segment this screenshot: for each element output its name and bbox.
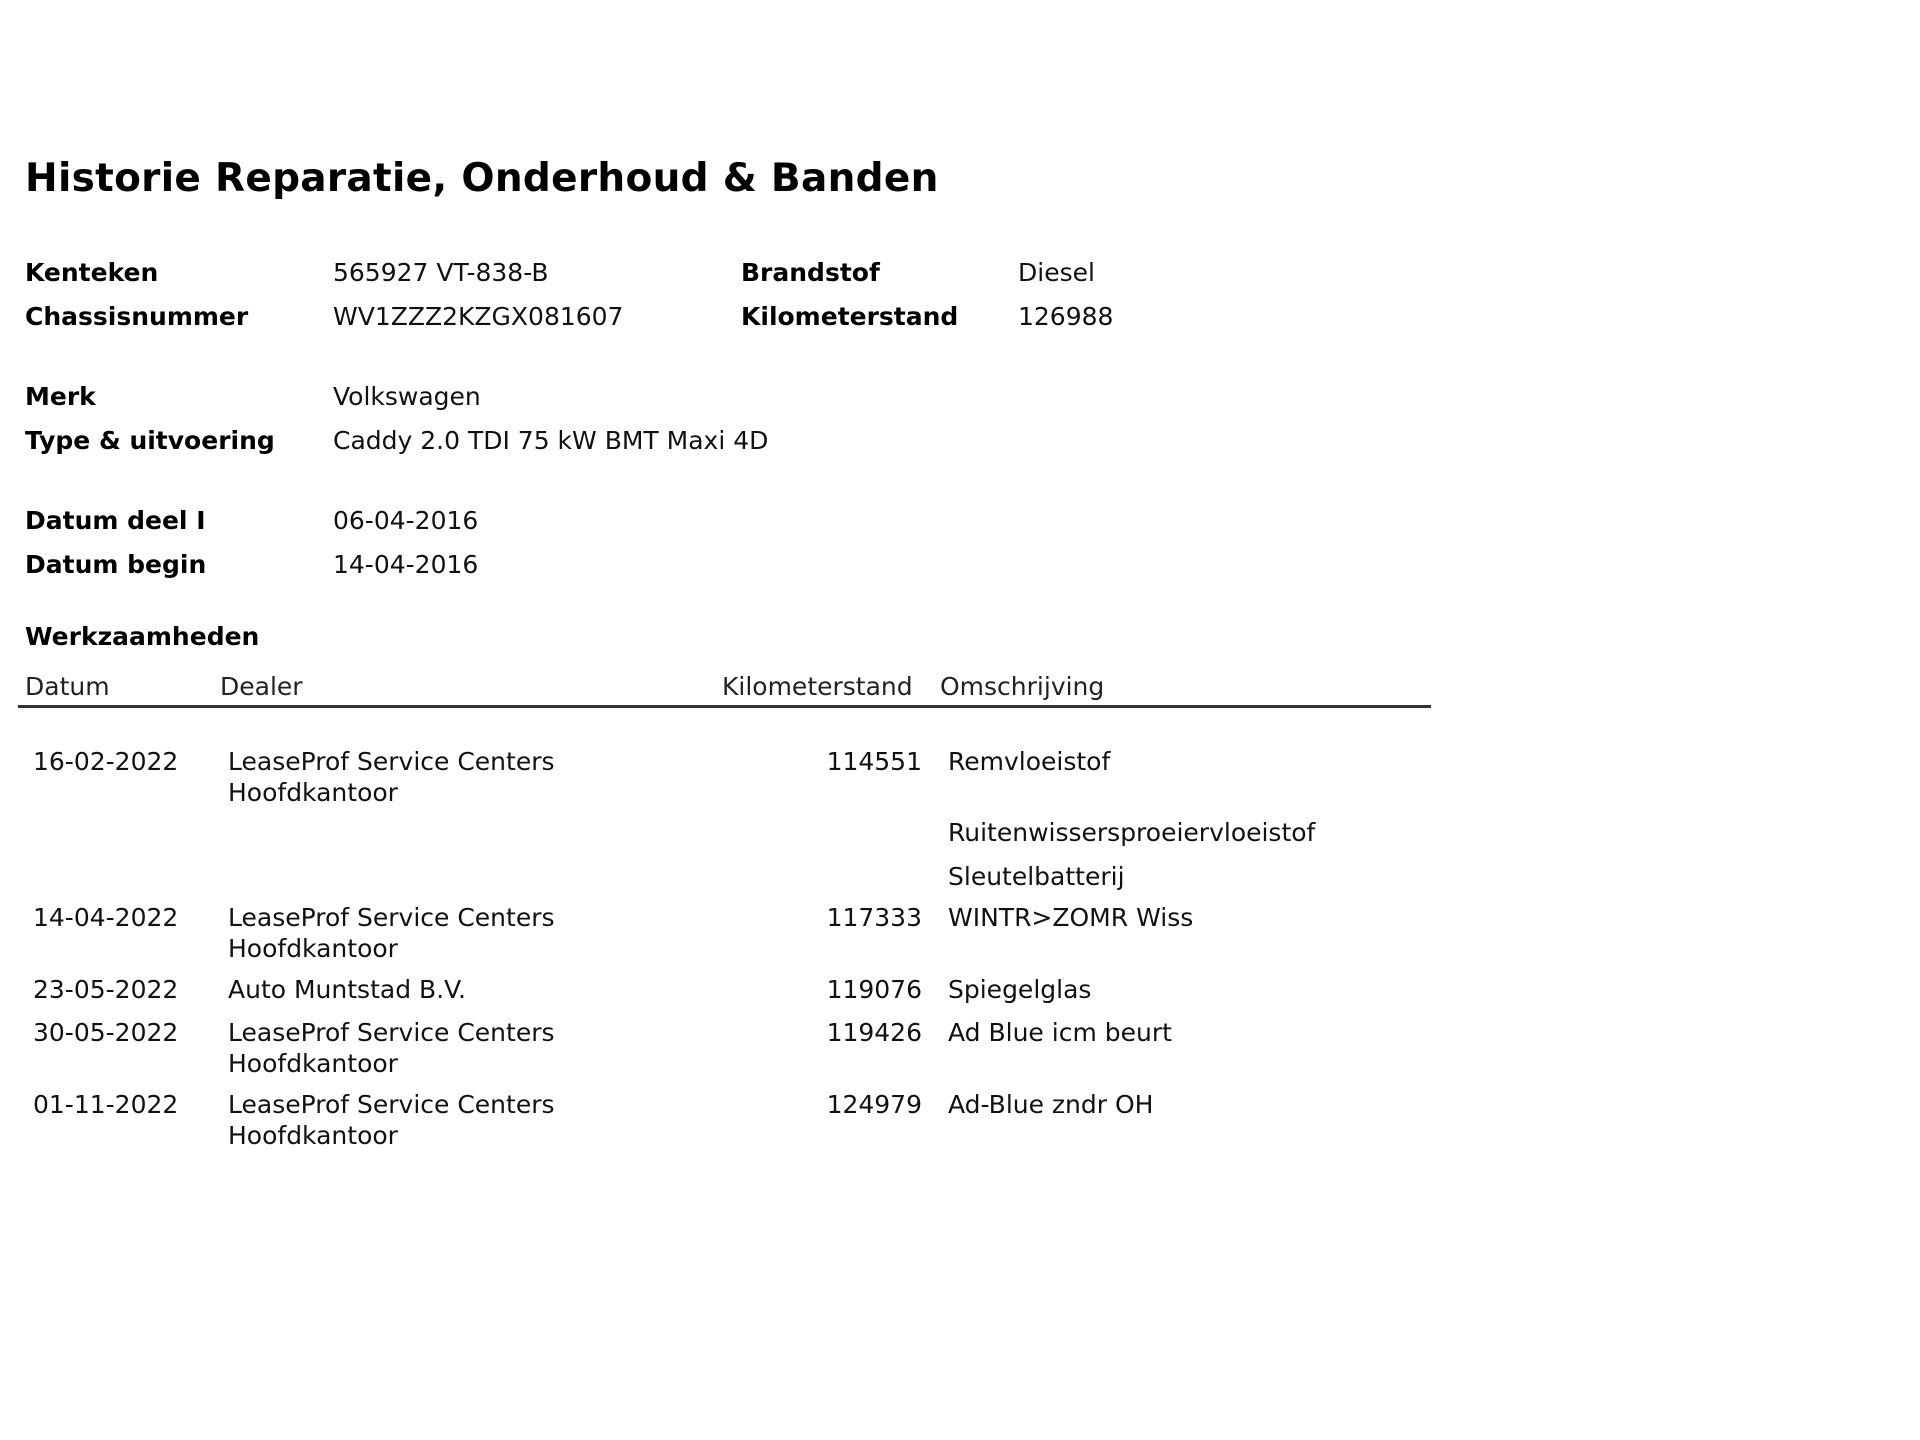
chassis-label: Chassisnummer — [25, 302, 249, 331]
row-dealer: Auto Muntstad B.V. — [228, 975, 466, 1004]
row-dealer: LeaseProf Service Centers — [228, 747, 555, 776]
row-omschrijving-3: Sleutelbatterij — [948, 862, 1125, 891]
row-dealer-line-2: Hoofdkantoor — [228, 934, 398, 963]
row-kilometerstand: 119426 — [826, 1018, 922, 1047]
brandstof-label: Brandstof — [741, 258, 880, 287]
row-datum: 14-04-2022 — [33, 903, 179, 932]
row-kilometerstand: 114551 — [826, 747, 922, 776]
row-dealer: LeaseProf Service Centers — [228, 903, 555, 932]
chassis-value: WV1ZZZ2KZGX081607 — [333, 302, 624, 331]
column-header-datum: Datum — [25, 672, 110, 701]
row-omschrijving: WINTR>ZOMR Wiss — [948, 903, 1194, 932]
type-value: Caddy 2.0 TDI 75 kW BMT Maxi 4D — [333, 426, 769, 455]
row-dealer-line-2: Hoofdkantoor — [228, 1049, 398, 1078]
merk-value: Volkswagen — [333, 382, 481, 411]
row-dealer: LeaseProf Service Centers — [228, 1018, 555, 1047]
row-omschrijving: Remvloeistof — [948, 747, 1111, 776]
datum-deel-label: Datum deel I — [25, 506, 206, 535]
merk-label: Merk — [25, 382, 96, 411]
kilometerstand-value: 126988 — [1018, 302, 1114, 331]
row-kilometerstand: 119076 — [826, 975, 922, 1004]
datum-deel-value: 06-04-2016 — [333, 506, 479, 535]
datum-begin-label: Datum begin — [25, 550, 207, 579]
row-dealer-line-2: Hoofdkantoor — [228, 1121, 398, 1150]
row-datum: 01-11-2022 — [33, 1090, 179, 1119]
werkzaamheden-title: Werkzaamheden — [25, 622, 260, 651]
row-dealer: LeaseProf Service Centers — [228, 1090, 555, 1119]
type-label: Type & uitvoering — [25, 426, 275, 455]
row-omschrijving: Ad Blue icm beurt — [948, 1018, 1172, 1047]
column-header-omschrijving: Omschrijving — [940, 672, 1105, 701]
datum-begin-value: 14-04-2016 — [333, 550, 479, 579]
brandstof-value: Diesel — [1018, 258, 1095, 287]
kenteken-label: Kenteken — [25, 258, 159, 287]
row-datum: 30-05-2022 — [33, 1018, 179, 1047]
column-header-dealer: Dealer — [220, 672, 303, 701]
row-omschrijving: Ad-Blue zndr OH — [948, 1090, 1154, 1119]
row-omschrijving-2: Ruitenwissersproeiervloeistof — [948, 818, 1316, 847]
page-title: Historie Reparatie, Onderhoud & Banden — [25, 156, 939, 201]
kilometerstand-label: Kilometerstand — [741, 302, 959, 331]
row-kilometerstand: 124979 — [826, 1090, 922, 1119]
column-header-kilometerstand: Kilometerstand — [722, 672, 913, 701]
row-omschrijving: Spiegelglas — [948, 975, 1092, 1004]
kenteken-value: 565927 VT-838-B — [333, 258, 549, 287]
row-dealer-line-2: Hoofdkantoor — [228, 778, 398, 807]
row-datum: 16-02-2022 — [33, 747, 179, 776]
row-datum: 23-05-2022 — [33, 975, 179, 1004]
row-kilometerstand: 117333 — [826, 903, 922, 932]
